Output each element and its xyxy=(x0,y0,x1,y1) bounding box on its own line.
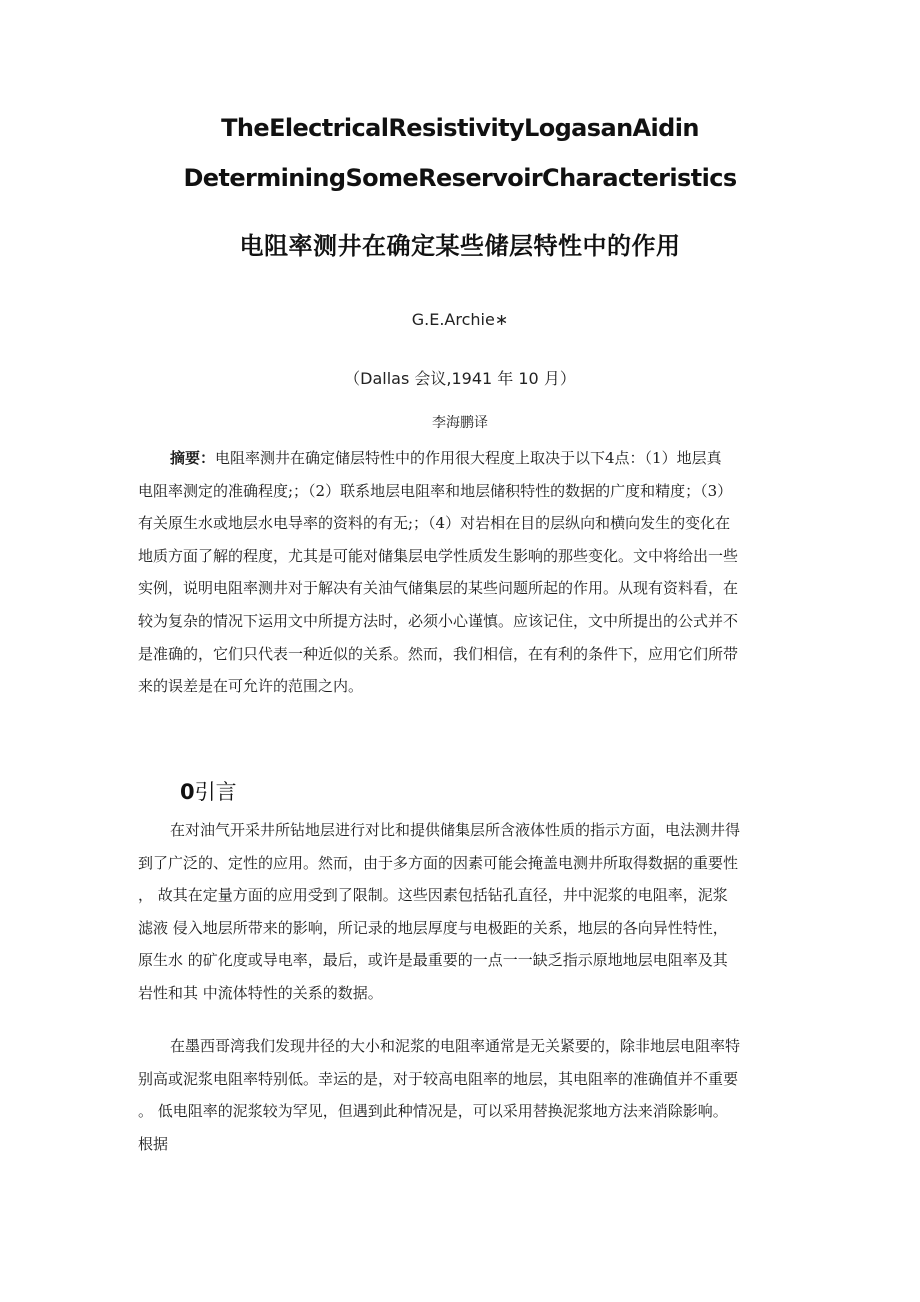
paragraph-line: 。 低电阻率的泥浆较为罕见，但遇到此种情况是，可以采用替换泥浆地方法来消除影响。 xyxy=(138,1102,728,1121)
meeting-info: （Dallas 会议,1941 年 10 月） xyxy=(344,369,576,388)
paragraph-line: 到了广泛的、定性的应用。然而，由于多方面的因素可能会掩盖电测井所取得数据的重要性 xyxy=(138,853,739,872)
abstract-line: 摘要：电阻率测井在确定储层特性中的作用很大程度上取决于以下4点：（1）地层真 xyxy=(170,449,722,467)
section-title: 引言 xyxy=(194,780,237,804)
abstract-line: 有关原生水或地层水电导率的资料的有无;；（4）对岩相在目的层纵向和横向发生的变化在 xyxy=(138,514,731,533)
abstract-line: 是准确的，它们只代表一种近似的关系。然而，我们相信，在有利的条件下，应用它们所带 xyxy=(138,644,739,663)
abstract-line: 较为复杂的情况下运用文中所提方法时，必须小心谨慎。应该记住，文中所提出的公式并不 xyxy=(138,611,739,630)
translator-credit: 李海鹏译 xyxy=(432,415,488,431)
abstract xyxy=(138,442,794,703)
abstract-label: 摘要： xyxy=(170,449,216,467)
paragraph-line: 原生水 的矿化度或导电率，最后，或许是最重要的一点一一缺乏指示原地地层电阻率及其 xyxy=(138,951,728,970)
chinese-title: 电阻率测井在确定某些储层特性中的作用 xyxy=(239,232,681,260)
abstract-line: 电阻率测定的准确程度;；（2）联系地层电阻率和地层储积特性的数据的广度和精度；（3） xyxy=(138,481,733,500)
paragraph-line: 在对油气开采井所钻地层进行对比和提供储集层所含液体性质的指示方面，电法测井得 xyxy=(170,821,741,839)
abstract-line: 实例，说明电阻率测井对于解决有关油气储集层的某些问题所起的作用。从现有资料看，在 xyxy=(138,579,739,598)
paragraph-line: ， 故其在定量方面的应用受到了限制。这些因素包括钻孔直径，井中泥浆的电阻率，泥浆 xyxy=(138,886,728,905)
abstract-line: 地质方面了解的程度，尤其是可能对储集层电学性质发生影响的那些变化。文中将给出一些 xyxy=(138,546,739,565)
abstract-line: 来的误差是在可允许的范围之内。 xyxy=(138,677,364,696)
paragraph-line: 滤液 侵入地层所带来的影响，所记录的地层厚度与电极距的关系，地层的各向异性特性， xyxy=(138,918,728,937)
section-number: 0 xyxy=(180,780,195,804)
author-name: G.E.Archie∗ xyxy=(411,310,509,329)
paragraph-line: 在墨西哥湾我们发现井径的大小和泥浆的电阻率通常是无关紧要的，除非地层电阻率特 xyxy=(170,1037,741,1055)
paragraph-line: 根据 xyxy=(138,1134,169,1153)
section-heading-introduction xyxy=(180,776,237,806)
english-title-line-2: DeterminingSomeReservoirCharacteristics xyxy=(183,164,737,192)
english-title-line-1: TheElectricalResistivityLogasanAidin xyxy=(221,114,699,142)
introduction-paragraph-2 xyxy=(138,1030,794,1160)
paragraph-line: 别高或泥浆电阻率特别低。幸运的是，对于较高电阻率的地层，其电阻率的准确值并不重要 xyxy=(138,1069,739,1088)
introduction-paragraph-1 xyxy=(138,814,794,1010)
paragraph-line: 岩性和其 中流体特性的关系的数据。 xyxy=(138,983,383,1002)
